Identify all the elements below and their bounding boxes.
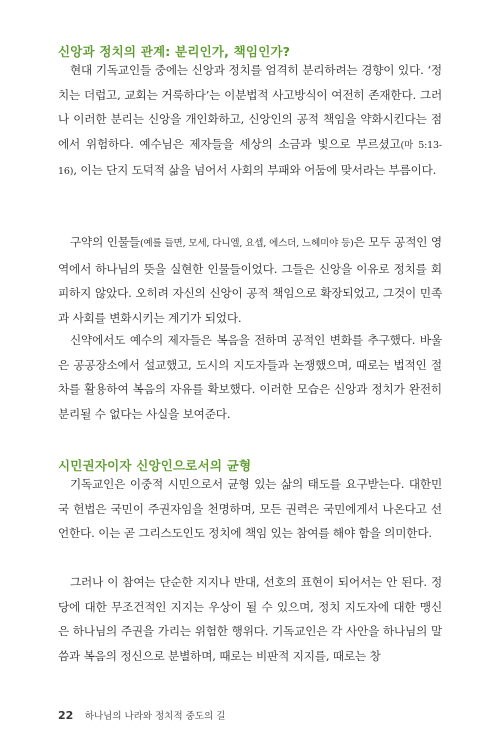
paragraph-text: 은 모두 공적인 영역에서 하나님의 뜻을 실현한 인물들이었다. 그들은 신앙을 이유로 정치를 회피하지 않았다. 오히려 자신의 신앙이 공적 책임으로 확장되었고, 그것이 민족과 사회를 변화시키는 계기가 되었다. [58, 235, 442, 325]
page-footer [58, 708, 225, 722]
paragraph-new-testament: 신약에서도 예수의 제자들은 복음을 전하며 공적인 변화를 추구했다. 바울은 공공장소에서 설교했고, 도시의 지도자들과 논쟁했으며, 때로는 법적인 절차를 활용하여 복음의 자유를 확보했다. 이러한 모습은 신앙과 정치가 완전히 분리될 수 없다는 사실을 보여준다. [58, 333, 442, 421]
page-number: 22 [58, 709, 74, 722]
paragraph-text: , 이는 단지 도덕적 삶을 넘어서 사회의 부패와 어둠에 맞서라는 부름이다. [73, 163, 437, 178]
paragraph-faith-separation [58, 58, 442, 185]
scripture-citation: (마 5:13-16) [58, 139, 442, 178]
paragraph-dual-citizen: 기독교인은 이중적 시민으로서 균형 있는 삶의 태도를 요구받는다. 대한민국 헌법은 국민이 주권자임을 천명하며, 모든 권력은 국민에게서 나온다고 선언한다. 이는 곧 그리스도인도 정치에 책임 있는 참여를 해야 함을 의미한다. [58, 477, 442, 541]
paragraph-old-testament-figures [58, 230, 442, 330]
section-heading-citizen-balance: 시민권자이자 신앙인으로서의 균형 [58, 458, 252, 473]
running-book-title: 하나님의 나라와 정치적 중도의 길 [84, 711, 226, 722]
paragraph-participation: 그러나 이 참여는 단순한 지지나 반대, 선호의 표현이 되어서는 안 된다. 정당에 대한 무조건적인 지지는 우상이 될 수 있으며, 정치 지도자에 대한 맹신은 하나님의 주권을 가리는 위험한 행위다. 기독교인은 각 사안을 하나님의 말씀과 복음의 정신으로 분별하며, 때로는 비판적 지지를, 때로는 창 [58, 575, 442, 663]
figures-citation: (예를 들면, 모세, 다니엘, 요셉, 에스더, 느헤미야 등) [139, 238, 354, 249]
paragraph-text: 현대 기독교인들 중에는 신앙과 정치를 엄격히 분리하려는 경향이 있다. ‘정치는 더럽고, 교회는 거룩하다’는 이분법적 사고방식이 여전히 존재한다. 그러나 이러한 분리는 신앙을 개인화하고, 신앙인의 공적 책임을 약화시킨다는 점에서 위험하다. 예수님은 제자들을 세상의 소금과 빛으로 부르셨고 [58, 63, 442, 151]
paragraph-text: 구약의 인물들 [70, 235, 140, 249]
section-heading-faith-politics: 신앙과 정치의 관계: 분리인가, 책임인가? [58, 44, 291, 59]
